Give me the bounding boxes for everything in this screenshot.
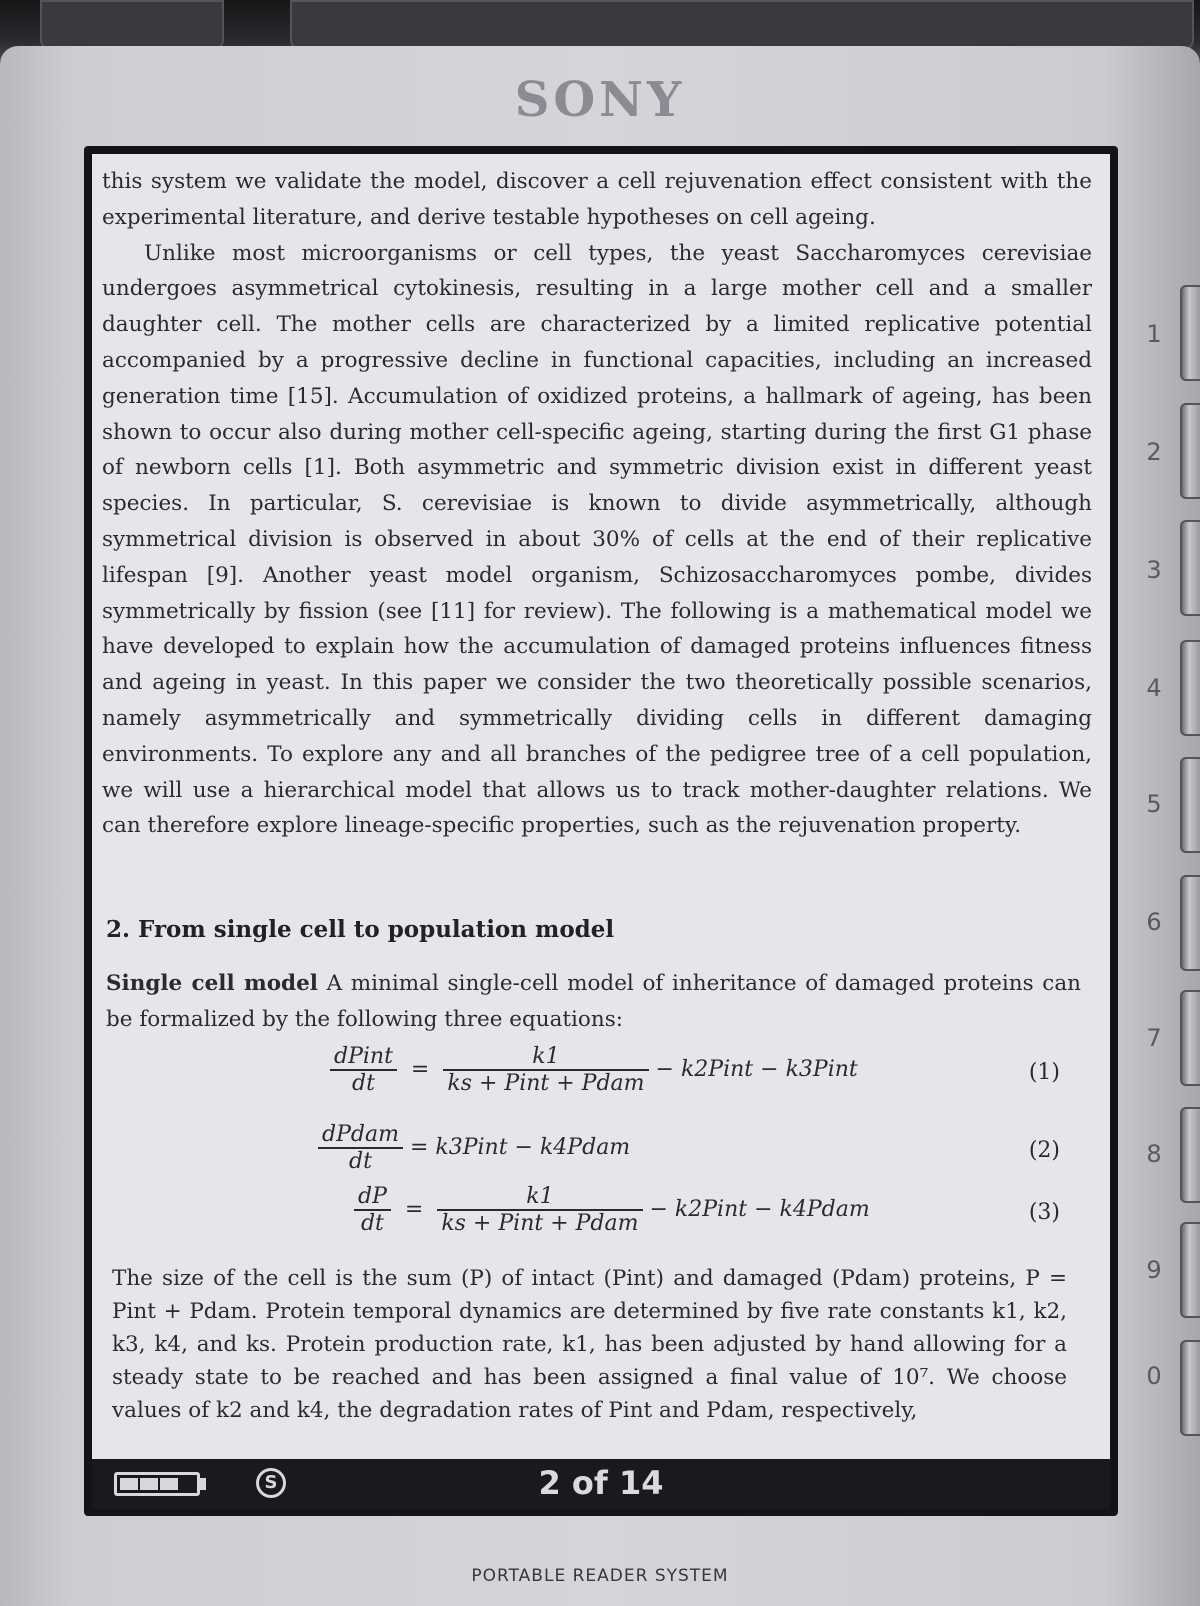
eq3-lhs-den: dt: [360, 1211, 384, 1236]
side-button-2[interactable]: [1180, 403, 1200, 499]
page-body: [102, 164, 1092, 844]
eq1-lhs-den: dt: [352, 1071, 375, 1096]
side-button-label-4: 4: [1146, 674, 1162, 702]
eq2-lhs-num: dPdam: [318, 1122, 403, 1149]
eq3-rhs-tail: − k2Pint − k4Pdam: [649, 1197, 870, 1222]
eq1-lhs-num: dPint: [330, 1044, 397, 1071]
page-indicator: 2 of 14: [538, 1464, 664, 1502]
side-button-label-9: 9: [1146, 1256, 1162, 1284]
paragraph-1: Unlike most microorganisms or cell types, the yeast Saccharomyces cerevisiae undergoes asymmetrical cytokinesis, resulting in a large mother cell and a smaller daughter cell. The mother cells are characterized by a limited replicative potential accompanied by a progressive decline in functional capacities, including an increased generation time [15]. Accumulation of oxidized proteins, a hallmark of ageing, has been shown to occur also during mother cell-specific ageing, starting during the first G1 phase of newborn cells [1]. Both asymmetric and symmetric division exist in different yeast species. In particular, S. cerevisiae is known to divide asymmetrically, although symmetrical division is observed in about 30% of cells at the end of their replicative lifespan [9]. Another yeast model organism, Schizosaccharomyces pombe, divides symmetrically by fission (see [11] for review). The following is a mathematical model we have developed to explain how the accumulation of damaged proteins influences fitness and ageing in yeast. In this paper we consider the two theoretically possible scenarios, namely asymmetrically and symmetrically dividing cells in different damaging environments. To explore any and all branches of the pedigree tree of a cell population, we will use a hierarchical model that allows us to track mother-daughter relations. We can therefore explore lineage-specific properties, such as the rejuvenation property.: [102, 240, 1092, 839]
side-button-9[interactable]: [1180, 1222, 1200, 1318]
equation-2: [92, 1122, 1110, 1192]
side-button-6[interactable]: [1180, 875, 1200, 971]
side-button-3[interactable]: [1180, 520, 1200, 616]
side-button-label-2: 2: [1146, 438, 1162, 466]
side-button-0[interactable]: [1180, 1340, 1200, 1436]
eq2-lhs-den: dt: [349, 1149, 372, 1174]
side-button-label-8: 8: [1146, 1140, 1162, 1168]
side-button-8[interactable]: [1180, 1107, 1200, 1203]
eq3-number: (3): [1028, 1200, 1060, 1225]
paragraph-2-text: A minimal single-cell model of inheritance of damaged proteins can be formalized by the following three equations:: [106, 971, 1081, 1032]
side-button-1[interactable]: [1180, 285, 1200, 381]
side-button-label-5: 5: [1146, 790, 1162, 818]
hinge-slot: [40, 0, 224, 50]
eq1-rhs-tail: − k2Pint − k3Pint: [655, 1057, 858, 1082]
reader-screen: [92, 154, 1110, 1459]
footer-label: PORTABLE READER SYSTEM: [471, 1566, 729, 1586]
intro-text: this system we validate the model, discover a cell rejuvenation effect consistent with the experimental literature, and derive testable hypotheses on cell ageing.: [102, 169, 1092, 230]
sony-s-icon: S: [256, 1468, 286, 1498]
hinge-slot: [290, 0, 1194, 50]
eq1-number: (1): [1028, 1060, 1060, 1085]
side-button-label-7: 7: [1146, 1024, 1162, 1052]
equation-1: $\frac{\text{dPint}}{dt}$ = $\frac{k1}{\text{ks + Pint + Pdam}}$ − k2Pint − k3Pint (1): [92, 1044, 1110, 1114]
brand-logo: SONY: [514, 72, 686, 128]
eq1-rhs-den: ks + Pint + Pdam: [447, 1071, 645, 1096]
paragraph-3: The size of the cell is the sum (P) of intact (Pint) and damaged (Pdam) proteins, P = Pint + Pdam. Protein temporal dynamics are determined by five rate constants k1, k2, k3, k4, and ks. Protein production rate, k1, has been adjusted by hand allowing for a steady state to be reached and has been assigned a final value of 10⁷. We choose values of k2 and k4, the degradation rates of Pint and Pdam, respectively,: [112, 1266, 1067, 1423]
paragraph-2: [106, 966, 1081, 1038]
side-button-label-3: 3: [1146, 556, 1162, 584]
eq3-lhs-num: dP: [354, 1184, 391, 1211]
side-button-label-0: 0: [1146, 1362, 1162, 1390]
side-button-label-6: 6: [1146, 908, 1162, 936]
eq3-rhs-den: ks + Pint + Pdam: [441, 1211, 639, 1236]
status-bar: [92, 1459, 1110, 1509]
side-button-5[interactable]: [1180, 757, 1200, 853]
side-button-4[interactable]: [1180, 640, 1200, 736]
eq2-rhs: = k3Pint − k4Pdam: [409, 1135, 631, 1160]
equation-3: $\frac{dP}{dt}$ = $\frac{k1}{\text{ks + Pint + Pdam}}$ − k2Pint − k4Pdam (3): [92, 1184, 1110, 1254]
section-heading: 2. From single cell to population model: [106, 916, 615, 943]
side-button-label-1: 1: [1146, 320, 1162, 348]
eq2-number: (2): [1028, 1138, 1060, 1163]
eq3-rhs-num: k1: [437, 1184, 642, 1211]
side-button-7[interactable]: [1180, 990, 1200, 1086]
subsection-label: Single cell model: [106, 971, 318, 996]
eq1-rhs-num: k1: [443, 1044, 648, 1071]
